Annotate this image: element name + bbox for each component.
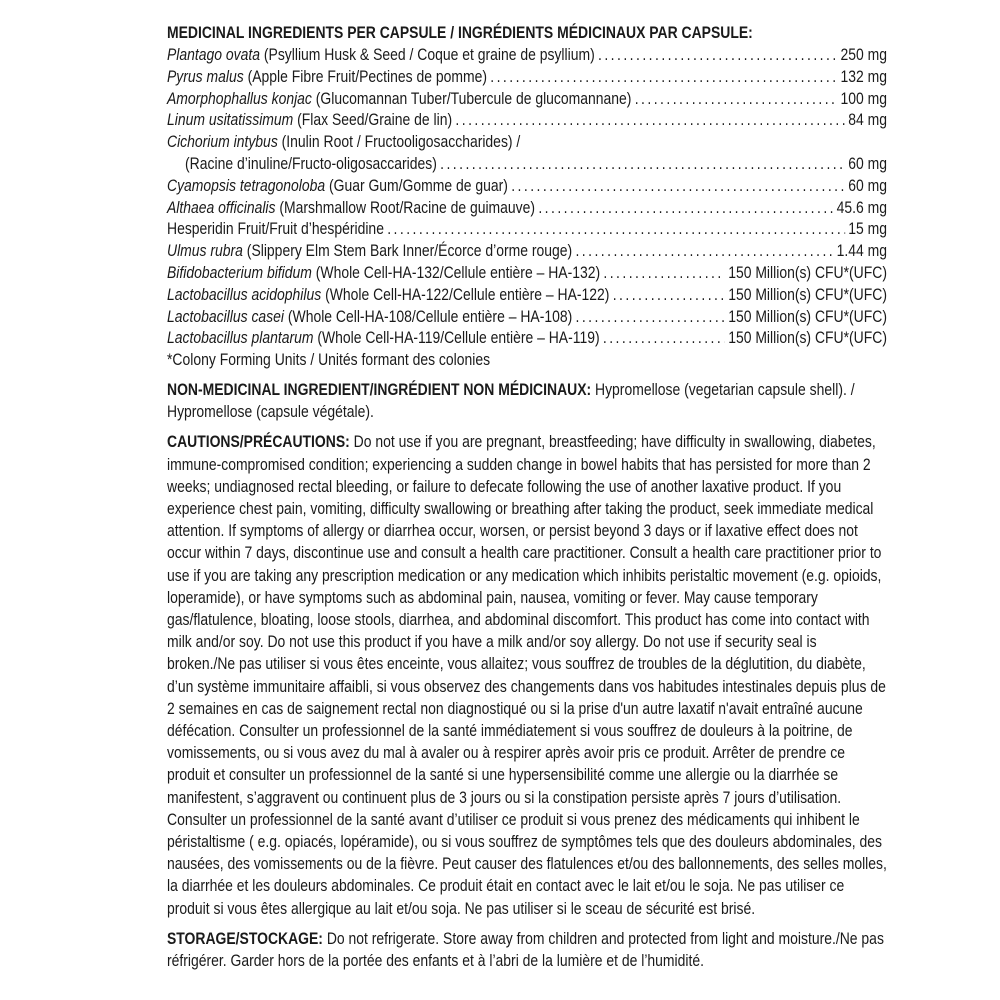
ingredient-description: Hesperidin Fruit/Fruit d’hespéridine — [167, 219, 384, 239]
ingredient-description: (Guar Gum/Gomme de guar) — [325, 175, 508, 195]
ingredient-row — [167, 109, 887, 131]
ingredient-row — [167, 66, 887, 88]
ingredient-row — [167, 218, 887, 240]
ingredient-amount: 15 mg — [848, 219, 887, 239]
ingredients-list — [167, 44, 887, 349]
ingredient-name — [167, 175, 508, 197]
ingredient-description: (Slippery Elm Stem Bark Inner/Écorce d’orme rouge) — [242, 241, 573, 261]
ingredient-row — [167, 327, 887, 349]
non-medicinal-text: Hypromellose (vegetarian capsule shell). / Hypromellose (capsule végétale). — [167, 379, 855, 422]
ingredient-amount: 45.6 mg — [836, 197, 887, 217]
ingredient-latin-name: Lactobacillus casei — [167, 306, 285, 326]
ingredient-name — [167, 197, 535, 219]
ingredient-amount: 84 mg — [848, 110, 887, 130]
cautions-heading: CAUTIONS/PRÉCAUTIONS: — [167, 432, 350, 452]
ingredient-amount: 100 mg — [840, 88, 887, 108]
cautions-text: Do not use if you are pregnant, breastfeeding; have difficulty in swallowing, diabetes, immune-compromised condition; experiencing a sudden change in bowel habits that has persisted for more than 2 weeks; undiagnosed rectal bleeding, or failure to defecate following the use of another laxative product. If you experience chest pain, vomiting, difficulty swallowing or breathing after taking the product, seek immediate medical attention. If symptoms of allergy or diarrhea occur, worsen, or persist beyond 3 days or if laxative effect does not occur within 7 days, discontinue use and consult a health care practitioner. Consult a health care practitioner prior to use if you are taking any prescription medication or any medication which inhibits peristaltic movement (e.g. opioids, loperamide), or have symptoms such as abdominal pain, nausea, vomiting or fever. May cause temporary gas/flatulence, bloating, loose stools, diarrhea, and abdominal discomfort. This product has come into contact with milk and/or soy. Do not use this product if you have a milk and/or soy allergy. Do not use if security seal is broken./Ne pas utiliser si vous êtes enceinte, vous allaitez; vous souffrez de troubles de la déglutition, du diabète, d’un système immunitaire affaibli, si vous observez des changements dans vos habitudes intestinales depuis plus de 2 semaines en cas de saignement rectal non diagnostiqué ou si la prise d'un autre laxatif n'avait entraîné aucune défécation. Consulter un professionnel de la santé immédiatement si vous souffrez de douleurs à la poitrine, de vomissements, ou si vous avez du mal à avaler ou à respirer après avoir pris ce produit. Arrêter de prendre ce produit et consulter un professionnel de la santé si une hypersensibilité comme une allergie ou la diarrhée se manifestent, s’aggravent ou continuent plus de 3 jours ou si la constipation persiste après 7 jours d’utilisation. Consulter un professionnel de la santé avant d’utiliser ce produit si vous prenez des médicaments qui inhibent le péristaltisme ( e.g. opiacés, lopéramide), ou si vous souffrez de symptômes tels que des douleurs abdominales, des nausées, des vomissements ou de la fièvre. Peut causer des flatulences et/ou des ballonnements, des selles molles, la diarrhée et les douleurs abdominales. Ce produit était en contact avec le lait et/ou le soja. Ne pas utiliser ce produit si vous êtes allergique au lait et/ou soja. Ne pas utiliser si le sceau de sécurité est brisé. — [167, 432, 887, 918]
ingredient-description: (Racine d’inuline/Fructo-oligosaccarides) — [185, 153, 437, 173]
ingredient-amount: 60 mg — [848, 153, 887, 173]
ingredient-row — [167, 306, 887, 328]
product-label — [167, 22, 887, 972]
ingredient-description: (Whole Cell-HA-122/Cellule entière – HA-122) — [321, 284, 610, 304]
ingredient-description: (Psyllium Husk & Seed / Coque et graine de psyllium) — [260, 45, 595, 64]
ingredient-row — [167, 44, 887, 66]
dot-leader — [603, 262, 725, 284]
cautions-section — [167, 431, 887, 919]
ingredient-amount: 150 Million(s) CFU*(UFC) — [728, 262, 887, 282]
ingredient-description: (Flax Seed/Graine de lin) — [293, 110, 453, 130]
dot-leader — [575, 240, 833, 262]
label-text-block — [167, 22, 887, 972]
ingredient-row — [167, 175, 887, 197]
ingredient-latin-name: Lactobacillus plantarum — [167, 328, 314, 348]
dot-leader — [613, 284, 725, 306]
ingredient-description: (Whole Cell-HA-108/Cellule entière – HA-108) — [284, 306, 573, 326]
storage-heading: STORAGE/STOCKAGE: — [167, 928, 323, 948]
ingredient-amount: 60 mg — [848, 175, 887, 195]
ingredient-latin-name: Amorphophallus konjac — [167, 88, 312, 108]
dot-leader — [576, 306, 725, 328]
ingredient-name — [185, 153, 437, 175]
ingredient-latin-name: Lactobacillus acidophilus — [167, 284, 322, 304]
ingredient-row — [167, 153, 887, 175]
ingredient-row — [167, 131, 887, 153]
ingredient-name — [167, 88, 631, 110]
ingredient-row — [167, 240, 887, 262]
ingredient-latin-name: Pyrus malus — [167, 66, 244, 86]
ingredient-row — [167, 284, 887, 306]
dot-leader — [635, 88, 837, 110]
cfu-footnote: *Colony Forming Units / Unités formant des colonies — [167, 350, 491, 370]
ingredient-name — [167, 240, 572, 262]
dot-leader — [511, 175, 845, 197]
ingredient-name — [167, 132, 520, 151]
ingredient-amount: 132 mg — [840, 66, 887, 86]
dot-leader — [538, 197, 833, 219]
ingredient-latin-name: Ulmus rubra — [167, 241, 243, 261]
storage-text: Do not refrigerate. Store away from children and protected from light and moisture./Ne pas réfrigérer. Garder hors de la portée des enfants et à l’abri de la lumière et de l’humidité. — [167, 928, 884, 971]
ingredient-description: (Glucomannan Tuber/Tubercule de glucomannane) — [311, 88, 632, 108]
ingredient-description: (Whole Cell-HA-119/Cellule entière – HA-119) — [313, 328, 600, 348]
dot-leader — [387, 218, 845, 240]
ingredient-latin-name: Cyamopsis tetragonoloba — [167, 175, 326, 195]
ingredient-latin-name: Bifidobacterium bifidum — [167, 262, 312, 282]
ingredient-name — [167, 284, 609, 306]
dot-leader — [490, 66, 837, 88]
ingredient-latin-name: Cichorium intybus — [167, 132, 278, 152]
ingredient-amount: 150 Million(s) CFU*(UFC) — [728, 306, 887, 326]
ingredient-description: (Inulin Root / Fructooligosaccharides) / — [277, 132, 521, 152]
ingredient-description: (Whole Cell-HA-132/Cellule entière – HA-132) — [311, 262, 601, 282]
dot-leader — [455, 109, 845, 131]
ingredient-name — [167, 262, 600, 284]
ingredient-row — [167, 197, 887, 219]
ingredient-amount: 150 Million(s) CFU*(UFC) — [728, 328, 887, 348]
ingredient-latin-name: Plantago ovata — [167, 45, 261, 64]
ingredient-name — [167, 306, 572, 328]
ingredient-name — [167, 66, 487, 88]
dot-leader — [440, 153, 845, 175]
ingredient-row — [167, 262, 887, 284]
ingredient-description: (Marshmallow Root/Racine de guimauve) — [275, 197, 536, 217]
dot-leader — [598, 44, 837, 66]
ingredient-latin-name: Althaea officinalis — [167, 197, 276, 217]
ingredient-row — [167, 88, 887, 110]
dot-leader — [603, 327, 725, 349]
storage-section — [167, 928, 887, 972]
ingredient-name — [167, 109, 452, 131]
ingredient-name — [167, 44, 595, 66]
ingredient-amount: 250 mg — [840, 45, 887, 64]
ingredient-name — [167, 327, 600, 349]
ingredient-amount: 1.44 mg — [836, 241, 887, 261]
ingredient-name — [167, 218, 384, 240]
ingredient-latin-name: Linum usitatissimum — [167, 110, 294, 130]
medicinal-ingredients-heading: MEDICINAL INGREDIENTS PER CAPSULE / INGRÉDIENTS MÉDICINAUX PAR CAPSULE: — [167, 23, 753, 42]
non-medicinal-heading: NON-MEDICINAL INGREDIENT/INGRÉDIENT NON MÉDICINAUX: — [167, 379, 592, 399]
ingredient-description: (Apple Fibre Fruit/Pectines de pomme) — [243, 66, 487, 86]
non-medicinal-section — [167, 379, 887, 423]
ingredient-amount: 150 Million(s) CFU*(UFC) — [728, 284, 887, 304]
